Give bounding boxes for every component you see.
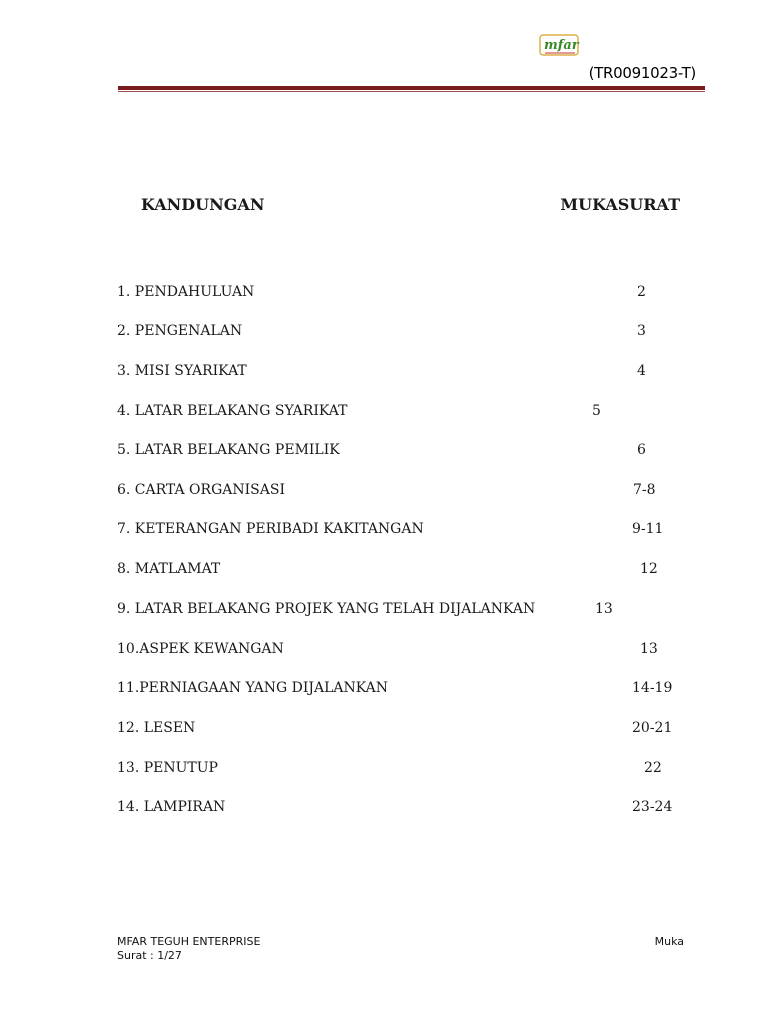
toc-title: 5. LATAR BELAKANG PEMILIK [117, 442, 340, 458]
toc-title: 4. LATAR BELAKANG SYARIKAT [117, 403, 348, 419]
toc-title: 2. PENGENALAN [117, 323, 243, 339]
logo-text: mfar [544, 38, 579, 53]
toc-page: 3 [637, 323, 646, 339]
toc-title: 1. PENDAHULUAN [117, 284, 255, 300]
toc-title: 3. MISI SYARIKAT [117, 363, 247, 379]
toc-title: 10.ASPEK KEWANGAN [117, 641, 284, 657]
toc-page: 14-19 [632, 680, 673, 696]
toc-page: 6 [637, 442, 646, 458]
toc-row[interactable] [0, 482, 768, 504]
toc-page: 13 [595, 601, 613, 617]
toc-page: 5 [592, 403, 601, 419]
toc-page: 7-8 [633, 482, 656, 498]
contents-heading: KANDUNGAN [141, 195, 265, 214]
toc-row[interactable] [0, 641, 768, 663]
toc-row[interactable] [0, 720, 768, 742]
toc-title: 14. LAMPIRAN [117, 799, 226, 815]
toc-title: 6. CARTA ORGANISASI [117, 482, 285, 498]
toc-page: 4 [637, 363, 646, 379]
toc-row[interactable] [0, 680, 768, 702]
toc-title: 9. LATAR BELAKANG PROJEK YANG TELAH DIJALANKAN [117, 601, 536, 617]
toc-row[interactable] [0, 760, 768, 782]
toc-page: 2 [637, 284, 646, 300]
footer-company: MFAR TEGUH ENTERPRISE [117, 935, 261, 948]
toc-page: 23-24 [632, 799, 673, 815]
registration-number: (TR0091023-T) [588, 64, 696, 82]
company-logo [539, 33, 581, 59]
toc-row[interactable] [0, 442, 768, 464]
toc-title: 8. MATLAMAT [117, 561, 221, 577]
toc-row[interactable] [0, 363, 768, 385]
page-heading: MUKASURAT [560, 195, 680, 214]
toc-title: 13. PENUTUP [117, 760, 218, 776]
toc-title: 12. LESEN [117, 720, 196, 736]
toc-row[interactable] [0, 284, 768, 306]
header-rule-thin [118, 91, 705, 92]
header-rule [118, 86, 705, 90]
toc-page: 20-21 [632, 720, 673, 736]
toc-title: 7. KETERANGAN PERIBADI KAKITANGAN [117, 521, 424, 537]
footer-page-label: Muka [654, 935, 684, 948]
toc-row[interactable] [0, 601, 768, 623]
toc-row[interactable] [0, 323, 768, 345]
toc-title: 11.PERNIAGAAN YANG DIJALANKAN [117, 680, 388, 696]
toc-page: 13 [640, 641, 658, 657]
toc-row[interactable] [0, 521, 768, 543]
toc-page: 9-11 [632, 521, 664, 537]
toc-page: 12 [640, 561, 658, 577]
toc-row[interactable] [0, 403, 768, 425]
toc-page: 22 [644, 760, 662, 776]
toc-row[interactable] [0, 561, 768, 583]
footer-page-number: Surat : 1/27 [117, 949, 182, 962]
toc-row[interactable] [0, 799, 768, 821]
